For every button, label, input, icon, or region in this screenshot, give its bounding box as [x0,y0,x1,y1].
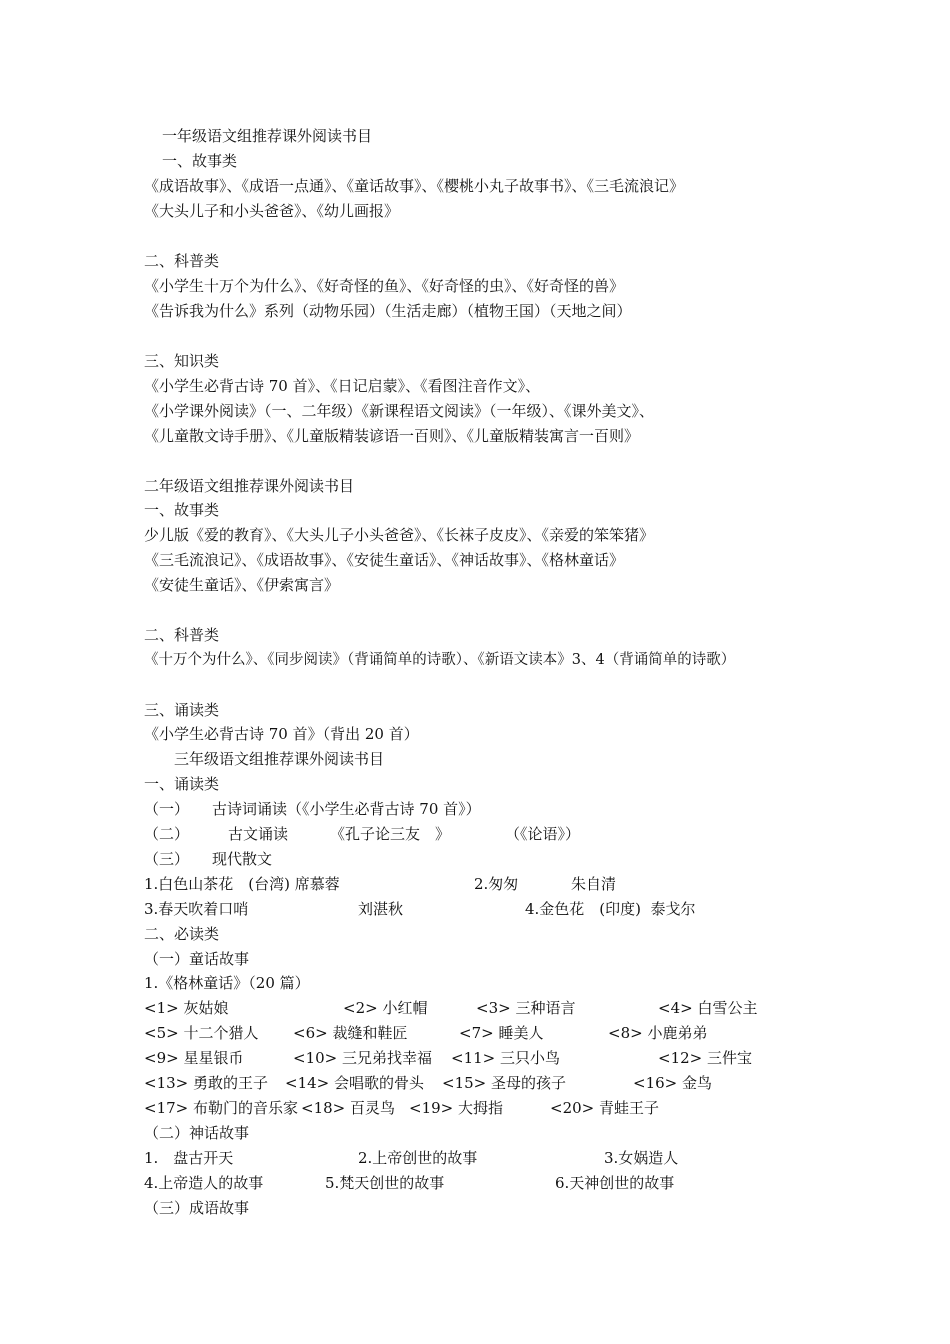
recite-item3-text: 现代散文 [212,850,273,868]
grade1-story-heading: 一、故事类 [162,152,238,170]
essay-3-title: 3.春天吹着口哨 [144,900,249,918]
essay-3-author: 刘湛秋 [358,900,404,918]
fairy-tale-heading: （一）童话故事 [144,950,250,968]
grade2-title: 二年级语文组推荐课外阅读书目 [144,477,355,495]
essay-2-author: 朱自清 [571,875,617,893]
grimm-story: <9> 星星银币 [144,1049,244,1067]
myth-story: 1. 盘古开天 [144,1149,234,1167]
grade3-recite-heading: 一、诵读类 [144,775,220,793]
recite-item1-text: 古诗词诵读（《小学生必背古诗 70 首》） [212,800,481,818]
recite-item2-text: 古文诵读 [228,825,289,843]
grade1-science-line1: 《小学生十万个为什么》、《好奇怪的鱼》、《好奇怪的虫》、《好奇怪的兽》 [144,277,625,295]
recite-item2-number: （二） [144,825,190,843]
myth-story: 4.上帝造人的故事 [144,1174,264,1192]
grimm-story: <13> 勇敢的王子 [144,1074,268,1092]
grade2-science-line1: 《十万个为什么》、《同步阅读》（背诵简单的诗歌）、《新语文读本》3、4（背诵简单的诗歌） [144,652,736,668]
grade1-title: 一年级语文组推荐课外阅读书目 [162,127,373,145]
grade1-science-line2: 《告诉我为什么》系列（动物乐园）（生活走廊）（植物王国）（天地之间） [144,302,632,320]
grade2-recite-heading: 三、诵读类 [144,701,220,719]
grimm-story: <8> 小鹿弟弟 [608,1024,708,1042]
myth-story: 6.天神创世的故事 [555,1174,675,1192]
grimm-story: <14> 会唱歌的骨头 [285,1074,424,1092]
grimm-story: <11> 三只小鸟 [451,1049,560,1067]
grade1-story-line2: 《大头儿子和小头爸爸》、《幼儿画报》 [144,202,400,220]
grade1-knowledge-line2: 《小学课外阅读》（一、二年级）《新课程语文阅读》（一年级）、《课外美文》、 [144,402,655,420]
grimm-story: <15> 圣母的孩子 [442,1074,566,1092]
grade1-science-heading: 二、科普类 [144,252,220,270]
recite-item2-book2: （《论语》） [505,825,581,843]
recite-item2-book1: 《孔子论三友 》 [330,825,451,843]
idiom-heading: （三）成语故事 [144,1199,250,1217]
essay-1: 1.白色山茶花 (台湾) 席慕蓉 [144,875,340,893]
myth-story: 5.梵天创世的故事 [325,1174,445,1192]
recite-item1-number: （一） [144,800,190,818]
myth-heading: （二）神话故事 [144,1124,250,1142]
essay-2-title: 2.匆匆 [474,875,519,893]
grade1-knowledge-line3: 《儿童散文诗手册》、《儿童版精装谚语一百则》、《儿童版精装寓言一百则》 [144,427,640,445]
grade2-story-line1: 少儿版《爱的教育》、《大头儿子小头爸爸》、《长袜子皮皮》、《亲爱的笨笨猪》 [144,526,655,544]
essay-4: 4.金色花 (印度) 泰戈尔 [525,900,696,918]
grimm-story: <17> 布勒门的音乐家 [144,1099,298,1117]
grimm-story: <18> 百灵鸟 [301,1099,395,1117]
grade2-story-line3: 《安徒生童话》、《伊索寓言》 [144,576,340,594]
grimm-story: <19> 大拇指 [409,1099,503,1117]
grade1-knowledge-heading: 三、知识类 [144,352,220,370]
grade2-science-heading: 二、科普类 [144,626,220,644]
grimm-story: <6> 裁缝和鞋匠 [293,1024,408,1042]
grimm-story: <16> 金鸟 [633,1074,712,1092]
grimm-title: 1.《格林童话》（20 篇） [144,974,310,992]
grimm-story: <10> 三兄弟找幸福 [293,1049,432,1067]
grade2-story-heading: 一、故事类 [144,501,220,519]
grimm-story: <4> 白雪公主 [658,999,758,1017]
myth-story: 3.女娲造人 [604,1149,679,1167]
recite-item3-number: （三） [144,850,190,868]
grade2-story-line2: 《三毛流浪记》、《成语故事》、《安徒生童话》、《神话故事》、《格林童话》 [144,551,625,569]
grade1-story-line1: 《成语故事》、《成语一点通》、《童话故事》、《樱桃小丸子故事书》、《三毛流浪记》 [144,177,685,195]
grimm-story: <7> 睡美人 [459,1024,544,1042]
grimm-story: <1> 灰姑娘 [144,999,229,1017]
grade2-recite-line1: 《小学生必背古诗 70 首》（背出 20 首） [144,725,419,743]
grimm-story: <5> 十二个猎人 [144,1024,259,1042]
grimm-story: <12> 三件宝 [658,1049,752,1067]
grimm-story: <3> 三种语言 [476,999,576,1017]
grade3-title: 三年级语文组推荐课外阅读书目 [174,750,385,768]
grade1-knowledge-line1: 《小学生必背古诗 70 首》、《日记启蒙》、《看图注音作文》、 [144,377,541,395]
grimm-story: <2> 小红帽 [343,999,428,1017]
grimm-story: <20> 青蛙王子 [550,1099,659,1117]
myth-story: 2.上帝创世的故事 [358,1149,478,1167]
required-heading: 二、必读类 [144,925,220,943]
